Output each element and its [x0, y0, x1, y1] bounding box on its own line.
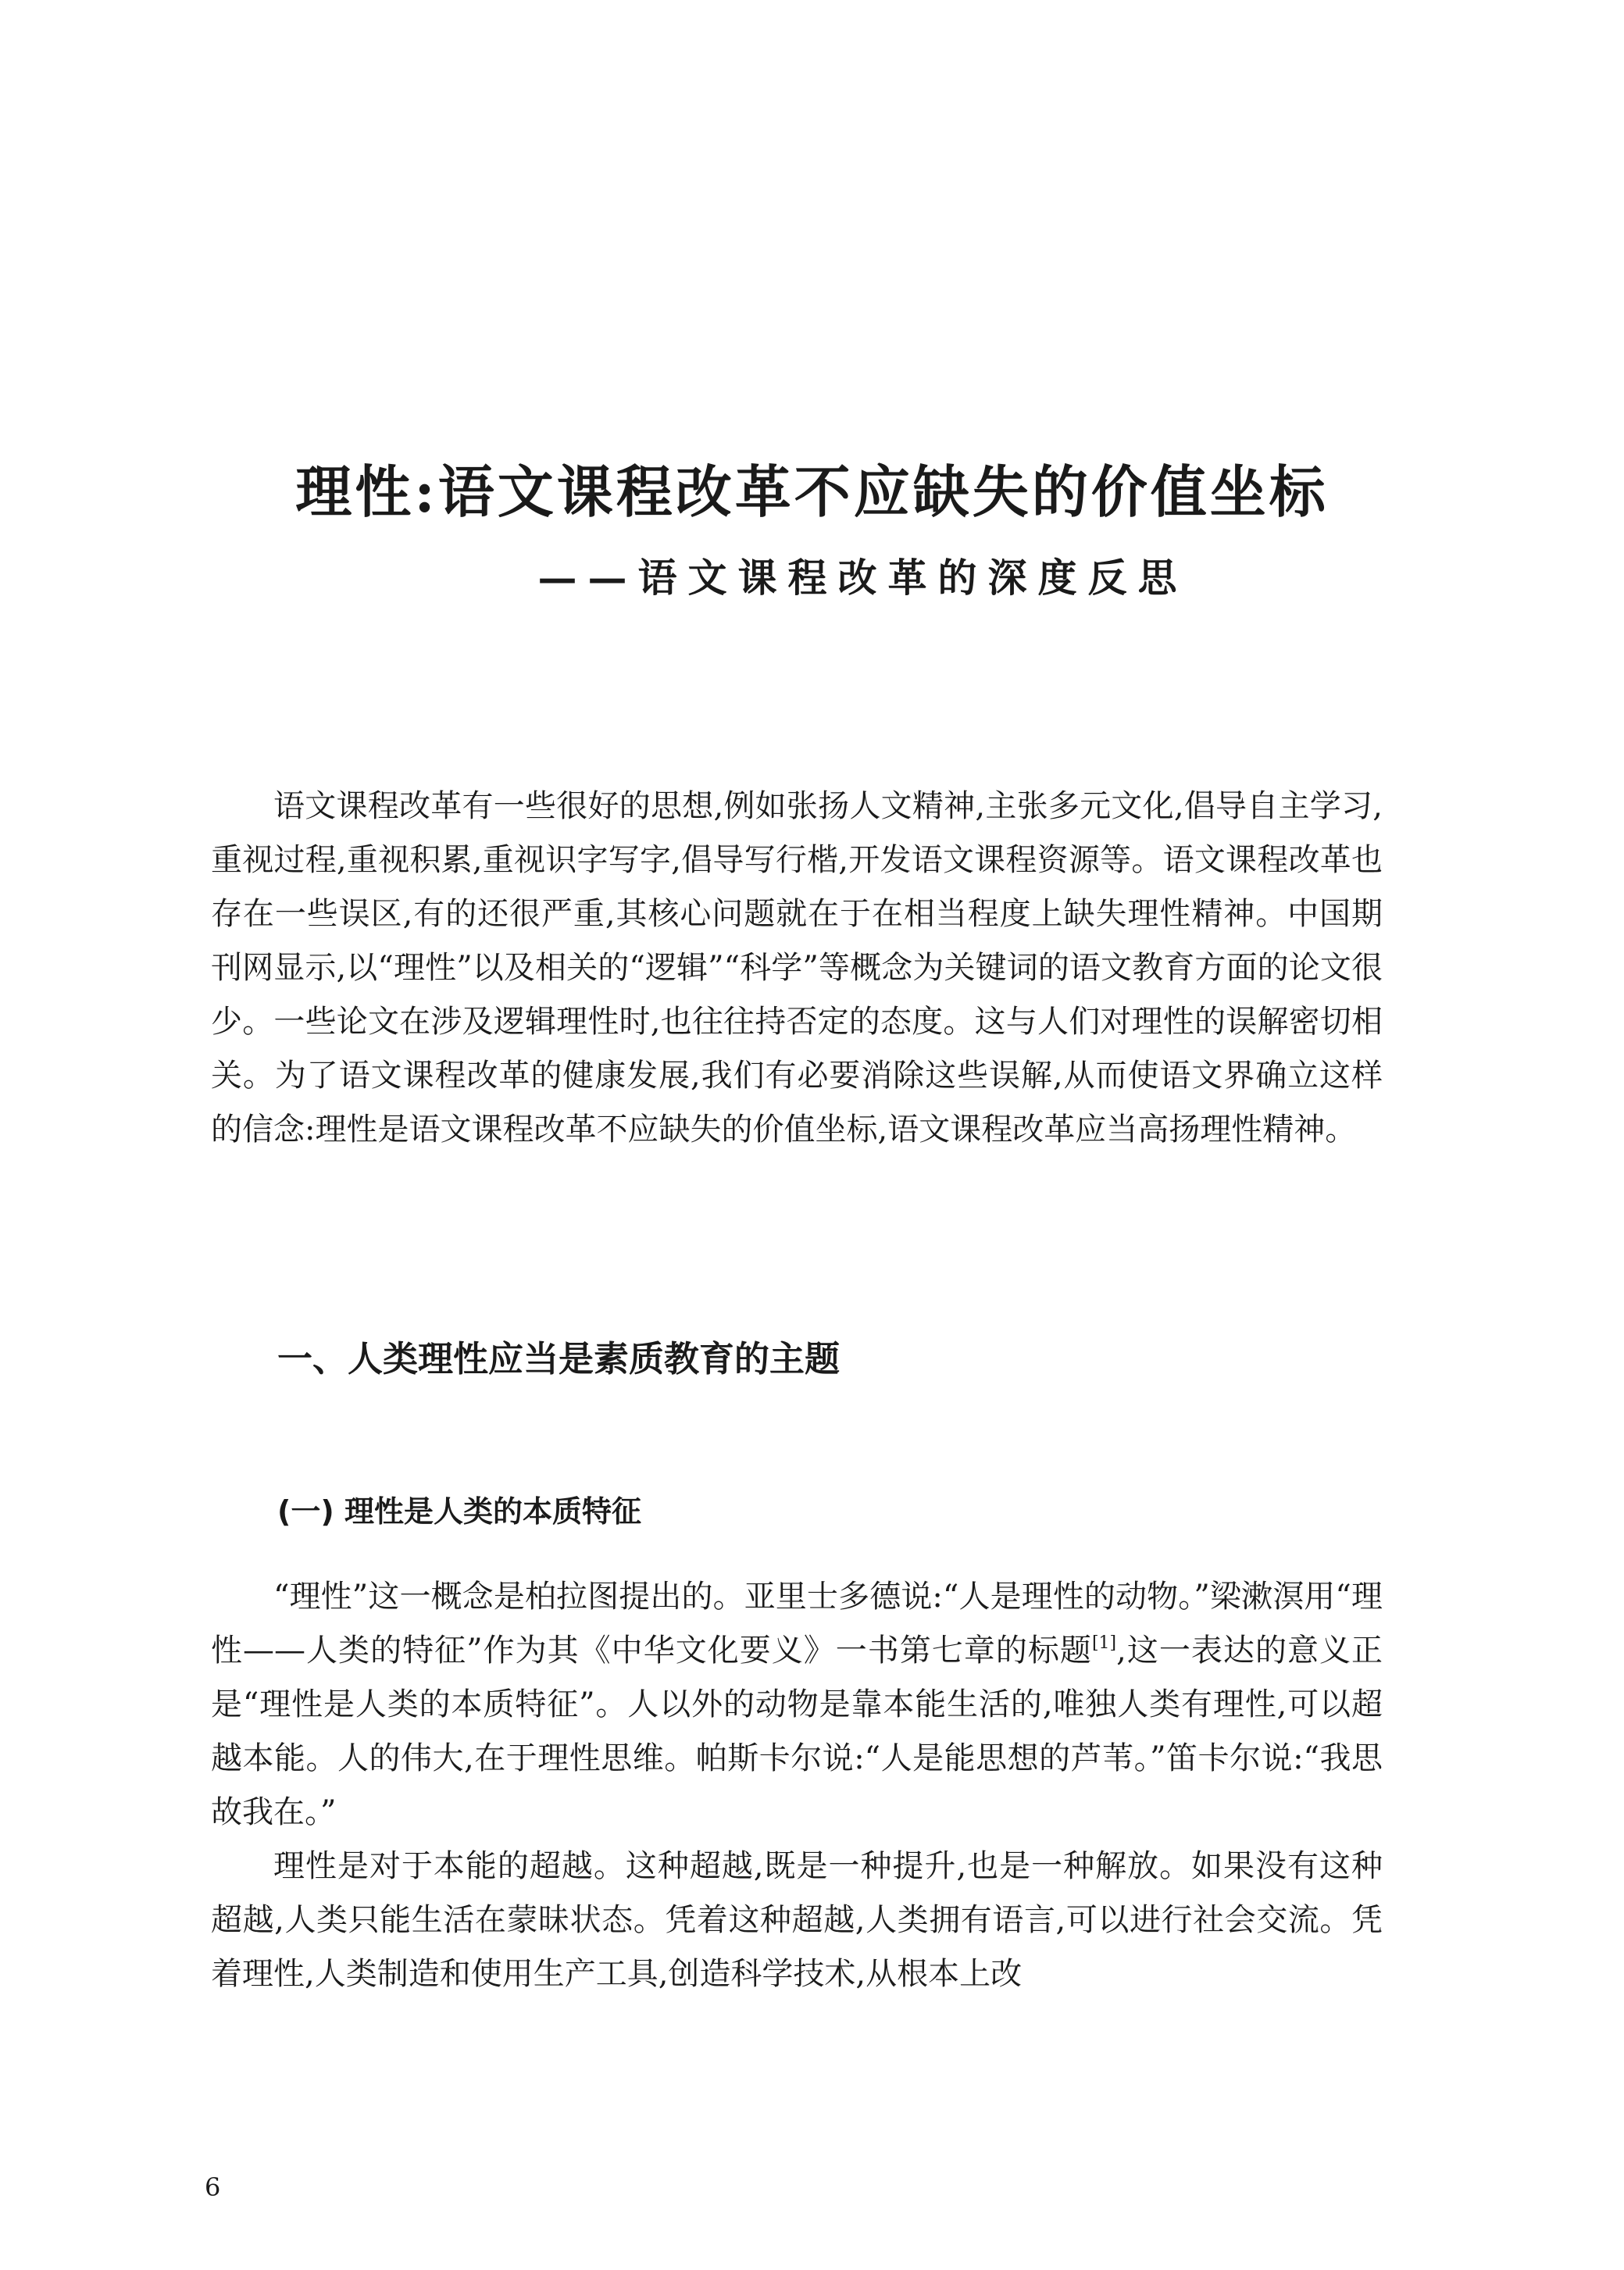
page-number: 6: [205, 2172, 221, 2202]
intro-paragraph: 语文课程改革有一些很好的思想,例如张扬人文精神,主张多元文化,倡导自主学习,重视过程,重视积累,重视识字写字,倡导写行楷,开发语文课程资源等。语文课程改革也存在一些误区,有的还很严重,其核心问题就在于在相当程度上缺失理性精神。中国期刊网显示,以“理性”以及相关的“逻辑”“科学”等概念为关键词的语文教育方面的论文很少。一些论文在涉及逻辑理性时,也往往持否定的态度。这与人们对理性的误解密切相关。为了语文课程改革的健康发展,我们有必要消除这些误解,从而使语文界确立这样的信念:理性是语文课程改革不应缺失的价值坐标,语文课程改革应当高扬理性精神。: [211, 788, 1383, 1147]
subsection-heading: (一) 理性是人类的本质特征: [277, 1494, 641, 1529]
body-paragraph: 理性是对于本能的超越。这种超越,既是一种提升,也是一种解放。如果没有这种超越,人类只能生活在蒙昧状态。凭着这种超越,人类拥有语言,可以进行社会交流。凭着理性,人类制造和使用生产工具,创造科学技术,从根本上改: [211, 1848, 1383, 1992]
subsection-body: [211, 1570, 1383, 2001]
intro-section: [211, 780, 1383, 1157]
paragraph-text: ,这一表达的意义正是“理性是人类的本质特征”。人以外的动物是靠本能生活的,唯独人类有理性,可以超越本能。人的伟大,在于理性思维。帕斯卡尔说:“人是能思想的芦苇。”笛卡尔说:“我思故我在。”: [211, 1633, 1383, 1830]
page-title: 理性:语文课程改革不应缺失的价值坐标: [295, 459, 1329, 525]
page-subtitle: ——语文课程改革的深度反思: [537, 555, 1188, 601]
paragraph-text: “理性”这一概念是柏拉图提出的。亚里士多德说:“人是理性的动物。”梁漱溟用“理性——人类的特征”作为其《中华文化要义》一书第七章的标题: [211, 1579, 1383, 1669]
footnote-reference[interactable]: [1]: [1091, 1633, 1117, 1653]
section-heading: 一、人类理性应当是素质教育的主题: [277, 1338, 841, 1379]
body-paragraph: [211, 1570, 1383, 1840]
